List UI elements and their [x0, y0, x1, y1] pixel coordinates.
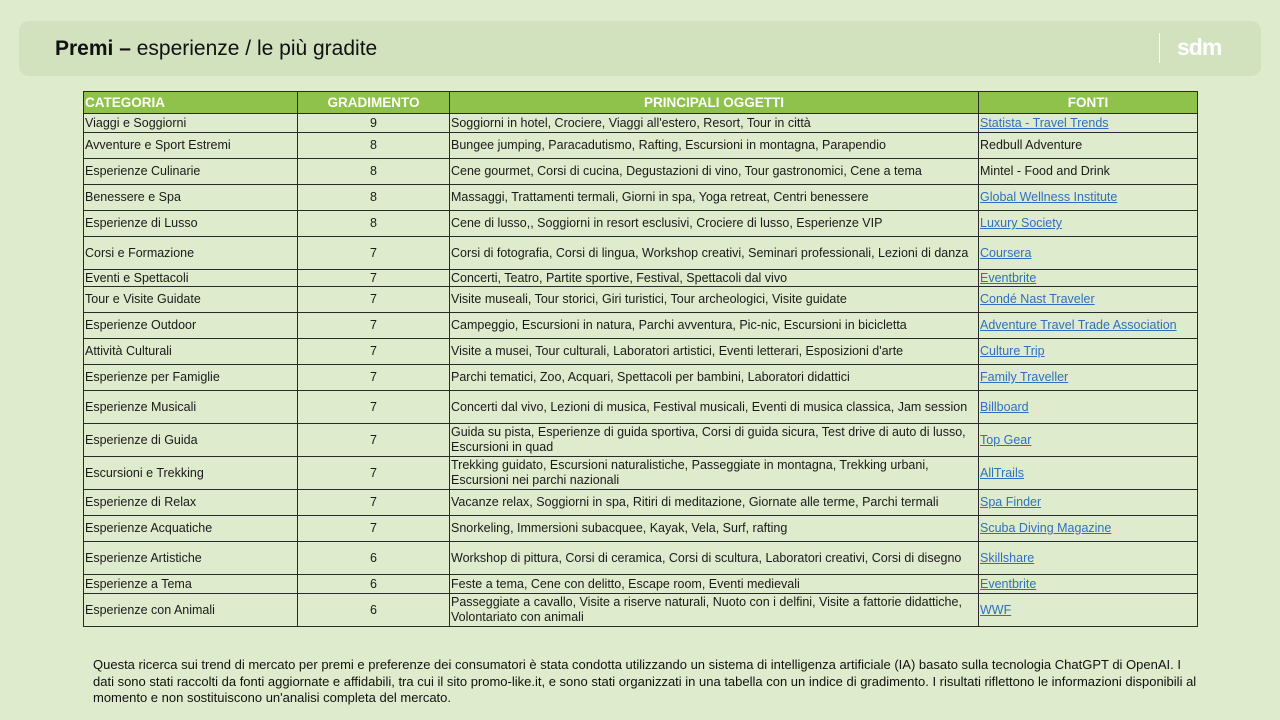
cell-categoria: Avventure e Sport Estremi — [84, 133, 298, 159]
source-link[interactable]: Statista - Travel Trends — [980, 115, 1109, 130]
cell-gradimento: 7 — [298, 237, 450, 270]
table-row — [84, 424, 1198, 457]
cell-fonte — [979, 542, 1198, 575]
column-header-fonti: FONTI — [979, 92, 1198, 114]
cell-gradimento: 8 — [298, 133, 450, 159]
table-row — [84, 365, 1198, 391]
table-row — [84, 575, 1198, 594]
cell-gradimento: 8 — [298, 185, 450, 211]
cell-fonte — [979, 133, 1198, 159]
cell-fonte — [979, 457, 1198, 490]
table-row — [84, 185, 1198, 211]
cell-categoria: Esperienze Artistiche — [84, 542, 298, 575]
cell-fonte — [979, 516, 1198, 542]
brand-logo: sdm — [1177, 34, 1222, 60]
cell-fonte — [979, 339, 1198, 365]
cell-categoria: Eventi e Spettacoli — [84, 270, 298, 287]
cell-fonte — [979, 313, 1198, 339]
table-row — [84, 159, 1198, 185]
cell-fonte — [979, 575, 1198, 594]
cell-oggetti: Visite museali, Tour storici, Giri turistici, Tour archeologici, Visite guidate — [450, 287, 979, 313]
cell-categoria: Esperienze Musicali — [84, 391, 298, 424]
source-link[interactable]: WWF — [980, 602, 1012, 617]
cell-gradimento: 7 — [298, 287, 450, 313]
cell-categoria: Viaggi e Soggiorni — [84, 114, 298, 133]
cell-fonte — [979, 490, 1198, 516]
cell-gradimento: 7 — [298, 339, 450, 365]
cell-fonte — [979, 185, 1198, 211]
cell-categoria: Esperienze Outdoor — [84, 313, 298, 339]
source-link[interactable]: Billboard — [980, 399, 1029, 414]
column-header-categoria: CATEGORIA — [84, 92, 298, 114]
table-row — [84, 391, 1198, 424]
table-row — [84, 313, 1198, 339]
table-row — [84, 542, 1198, 575]
cell-oggetti: Parchi tematici, Zoo, Acquari, Spettacoli per bambini, Laboratori didattici — [450, 365, 979, 391]
cell-oggetti: Campeggio, Escursioni in natura, Parchi avventura, Pic-nic, Escursioni in bicicletta — [450, 313, 979, 339]
source-link[interactable]: Culture Trip — [980, 344, 1045, 358]
cell-gradimento: 7 — [298, 516, 450, 542]
source-link[interactable]: Skillshare — [980, 550, 1035, 565]
cell-fonte — [979, 365, 1198, 391]
source-text: Mintel - Food and Drink — [980, 164, 1110, 178]
experiences-table — [83, 91, 1198, 627]
cell-categoria: Esperienze di Lusso — [84, 211, 298, 237]
cell-gradimento: 7 — [298, 391, 450, 424]
cell-oggetti: Vacanze relax, Soggiorni in spa, Ritiri di meditazione, Giornate alle terme, Parchi termali — [450, 490, 979, 516]
cell-gradimento: 6 — [298, 594, 450, 627]
cell-categoria: Esperienze a Tema — [84, 575, 298, 594]
cell-fonte — [979, 159, 1198, 185]
page-title-rest: esperienze / le più gradite — [130, 37, 378, 60]
table-row — [84, 490, 1198, 516]
cell-oggetti: Feste a tema, Cene con delitto, Escape room, Eventi medievali — [450, 575, 979, 594]
source-link[interactable]: Spa Finder — [980, 495, 1042, 509]
source-link[interactable]: Eventbrite — [980, 576, 1037, 591]
table-row — [84, 133, 1198, 159]
cell-oggetti: Guida su pista, Esperienze di guida sportiva, Corsi di guida sicura, Test drive di auto di lusso, Escursioni in quad — [450, 424, 979, 457]
cell-categoria: Corsi e Formazione — [84, 237, 298, 270]
page-title-bold: Premi – — [55, 37, 131, 60]
cell-oggetti: Bungee jumping, Paracadutismo, Rafting, Escursioni in montagna, Parapendio — [450, 133, 979, 159]
source-link[interactable]: Coursera — [980, 245, 1032, 260]
source-link[interactable]: Top Gear — [980, 432, 1032, 447]
cell-oggetti: Concerti, Teatro, Partite sportive, Festival, Spettacoli dal vivo — [450, 270, 979, 287]
cell-categoria: Benessere e Spa — [84, 185, 298, 211]
cell-oggetti: Cene di lusso,, Soggiorni in resort esclusivi, Crociere di lusso, Esperienze VIP — [450, 211, 979, 237]
cell-fonte — [979, 211, 1198, 237]
cell-oggetti: Cene gourmet, Corsi di cucina, Degustazioni di vino, Tour gastronomici, Cene a tema — [450, 159, 979, 185]
cell-oggetti: Corsi di fotografia, Corsi di lingua, Workshop creativi, Seminari professionali, Lezioni di danza — [450, 237, 979, 270]
table-header-row — [84, 92, 1198, 114]
source-link[interactable]: AllTrails — [980, 465, 1024, 480]
cell-gradimento: 7 — [298, 490, 450, 516]
cell-fonte — [979, 594, 1198, 627]
column-header-gradimento: GRADIMENTO — [298, 92, 450, 114]
cell-categoria: Esperienze di Relax — [84, 490, 298, 516]
cell-gradimento: 9 — [298, 114, 450, 133]
cell-oggetti: Massaggi, Trattamenti termali, Giorni in spa, Yoga retreat, Centri benessere — [450, 185, 979, 211]
source-link[interactable]: Condé Nast Traveler — [980, 292, 1095, 306]
cell-fonte — [979, 237, 1198, 270]
source-link[interactable]: Global Wellness Institute — [980, 190, 1118, 204]
cell-oggetti: Snorkeling, Immersioni subacquee, Kayak, Vela, Surf, rafting — [450, 516, 979, 542]
table-row — [84, 516, 1198, 542]
table-row — [84, 287, 1198, 313]
table-body — [84, 114, 1198, 627]
cell-gradimento: 7 — [298, 424, 450, 457]
table-row — [84, 114, 1198, 133]
table-row — [84, 457, 1198, 490]
cell-oggetti: Visite a musei, Tour culturali, Laboratori artistici, Eventi letterari, Esposizioni d'arte — [450, 339, 979, 365]
cell-oggetti: Workshop di pittura, Corsi di ceramica, Corsi di scultura, Laboratori creativi, Corsi di disegno — [450, 542, 979, 575]
source-link[interactable]: Eventbrite — [980, 270, 1037, 285]
cell-oggetti: Trekking guidato, Escursioni naturalistiche, Passeggiate in montagna, Trekking urbani, Escursioni nei parchi nazionali — [450, 457, 979, 490]
cell-gradimento: 7 — [298, 457, 450, 490]
cell-gradimento: 7 — [298, 365, 450, 391]
cell-oggetti: Passeggiate a cavallo, Visite a riserve naturali, Nuoto con i delfini, Visite a fattorie didattiche, Volontariato con animali — [450, 594, 979, 627]
header-bar — [19, 21, 1261, 76]
cell-gradimento: 8 — [298, 211, 450, 237]
cell-categoria: Escursioni e Trekking — [84, 457, 298, 490]
table-row — [84, 237, 1198, 270]
column-header-oggetti: PRINCIPALI OGGETTI — [450, 92, 979, 114]
source-link[interactable]: Luxury Society — [980, 216, 1062, 230]
cell-categoria: Tour e Visite Guidate — [84, 287, 298, 313]
table-row — [84, 211, 1198, 237]
cell-fonte — [979, 270, 1198, 287]
cell-oggetti: Soggiorni in hotel, Crociere, Viaggi all'estero, Resort, Tour in città — [450, 114, 979, 133]
cell-categoria: Esperienze con Animali — [84, 594, 298, 627]
logo-divider — [1159, 33, 1160, 63]
disclaimer-text: Questa ricerca sui trend di mercato per premi e preferenze dei consumatori è stata condotta utilizzando un sistema di intelligenza artificiale (IA) basato sulla tecnologia ChatGPT di OpenAI. I dati sono stati raccolti da fonti aggiornate e affidabili, tra cui il sito promo-like.it, e sono stati organizzati in una tabella con un indice di gradimento. I risultati riflettono le informazioni disponibili al momento e non sostituiscono un'analisi completa del mercato. — [93, 657, 1197, 705]
source-link[interactable]: Adventure Travel Trade Association — [980, 318, 1177, 332]
cell-categoria: Esperienze Acquatiche — [84, 516, 298, 542]
cell-categoria: Esperienze per Famiglie — [84, 365, 298, 391]
page-title — [55, 37, 377, 61]
cell-gradimento: 6 — [298, 542, 450, 575]
table-row — [84, 594, 1198, 627]
cell-categoria: Esperienze Culinarie — [84, 159, 298, 185]
source-text: Redbull Adventure — [980, 138, 1083, 152]
cell-gradimento: 7 — [298, 270, 450, 287]
source-link[interactable]: Family Traveller — [980, 370, 1069, 384]
cell-gradimento: 6 — [298, 575, 450, 594]
cell-gradimento: 7 — [298, 313, 450, 339]
cell-fonte — [979, 391, 1198, 424]
table-row — [84, 270, 1198, 287]
cell-gradimento: 8 — [298, 159, 450, 185]
cell-fonte — [979, 424, 1198, 457]
table-row — [84, 339, 1198, 365]
cell-oggetti: Concerti dal vivo, Lezioni di musica, Festival musicali, Eventi di musica classica, Jam session — [450, 391, 979, 424]
cell-fonte — [979, 114, 1198, 133]
source-link[interactable]: Scuba Diving Magazine — [980, 521, 1112, 535]
cell-fonte — [979, 287, 1198, 313]
cell-categoria: Esperienze di Guida — [84, 424, 298, 457]
cell-categoria: Attività Culturali — [84, 339, 298, 365]
